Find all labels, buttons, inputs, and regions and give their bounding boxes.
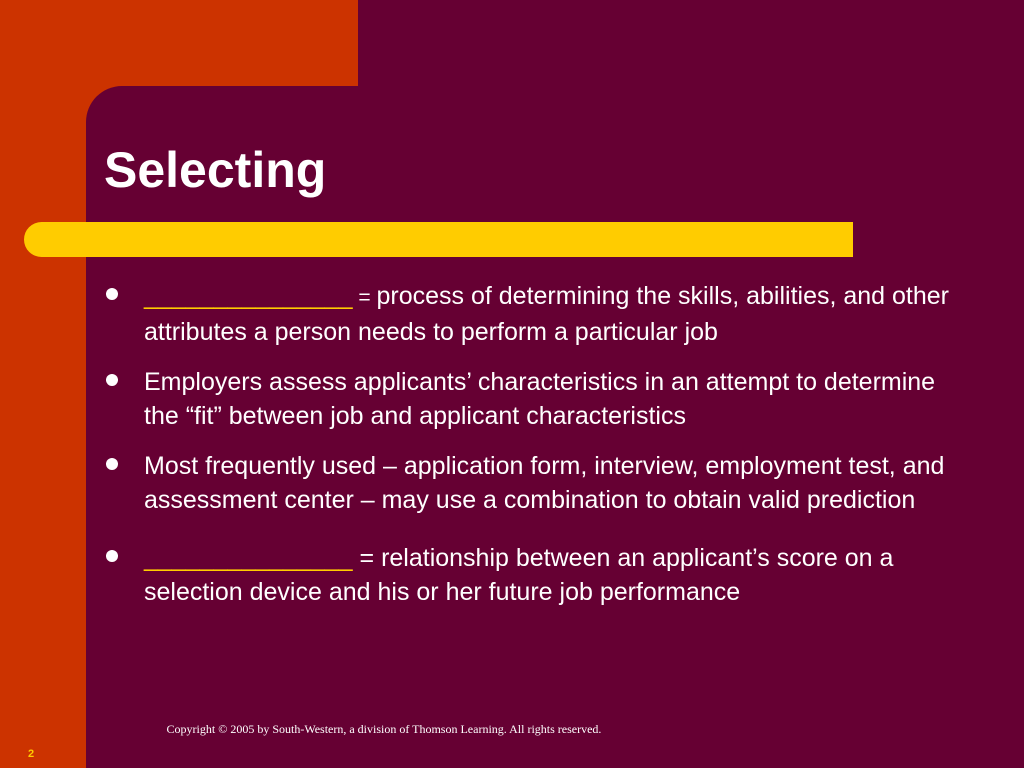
bullet-dot-icon bbox=[106, 288, 118, 300]
bullet-text: Employers assess applicants’ characteristics in an attempt to determine the “fit” between job and applicant characteristics bbox=[144, 368, 936, 430]
fill-in-blank: _______________ bbox=[144, 282, 353, 310]
copyright-notice: Copyright © 2005 by South-Western, a division of Thomson Learning. All rights reserved. bbox=[166, 722, 602, 736]
title-underline-bar bbox=[24, 222, 853, 257]
bullet-text: Most frequently used – application form, interview, employment test, and assessment center – may use a combination to obtain valid prediction bbox=[144, 452, 945, 514]
bullet-item bbox=[104, 365, 964, 433]
bullet-dot-icon bbox=[106, 374, 118, 386]
slide-title: Selecting bbox=[104, 142, 327, 198]
bullet-dot-icon bbox=[106, 458, 118, 470]
equals-sign: = bbox=[352, 286, 377, 309]
bullet-item bbox=[104, 279, 964, 349]
bullet-dot-icon bbox=[106, 550, 118, 562]
bullet-item bbox=[104, 541, 964, 609]
bullet-list bbox=[104, 279, 964, 609]
page-number: 2 bbox=[28, 748, 35, 760]
bullet-item bbox=[104, 449, 964, 517]
bullet-text: relationship between an applicant’s score on a selection device and his or her future job performance bbox=[144, 544, 894, 606]
equals-sign: = bbox=[352, 544, 382, 572]
bullet-text: process of determining the skills, abilities, and other attributes a person needs to perform a particular job bbox=[144, 282, 950, 346]
fill-in-blank: _______________ bbox=[144, 544, 353, 572]
